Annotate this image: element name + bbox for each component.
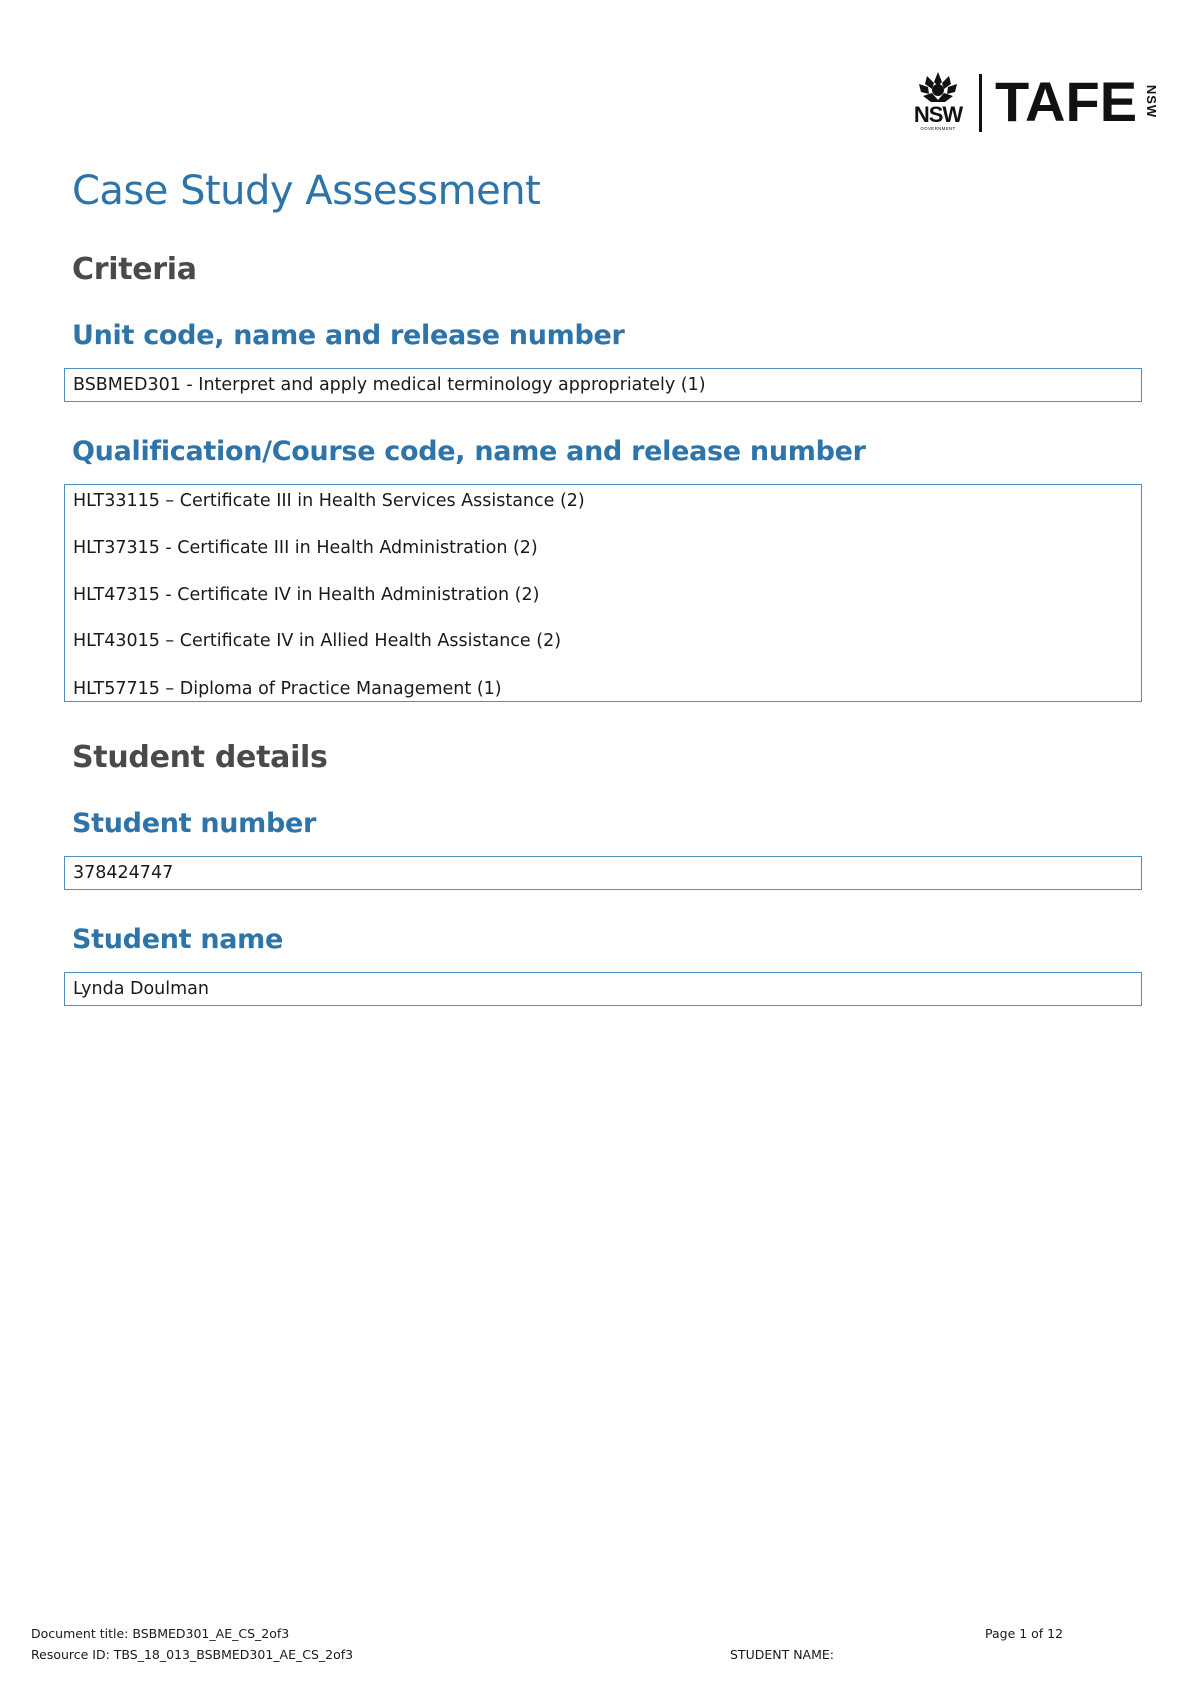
- unit-value: BSBMED301 - Interpret and apply medical terminology appropriately (1): [73, 375, 706, 395]
- student-name-field: [64, 972, 1142, 1006]
- unit-heading: Unit code, name and release number: [72, 320, 625, 351]
- student-name-heading: Student name: [72, 924, 284, 955]
- tafe-nsw-text: NSW: [1144, 84, 1160, 119]
- nsw-government-text: GOVERNMENT: [920, 126, 956, 131]
- student-number-value: 378424747: [73, 863, 174, 883]
- qualification-item: HLT43015 – Certificate IV in Allied Health Assistance (2): [73, 631, 562, 651]
- criteria-heading: Criteria: [72, 252, 197, 287]
- tafe-nsw-vertical: [1144, 80, 1167, 124]
- student-number-heading: Student number: [72, 808, 317, 839]
- logo-divider: [979, 74, 982, 132]
- qualification-item: HLT47315 - Certificate IV in Health Administration (2): [73, 585, 540, 605]
- page-title: Case Study Assessment: [72, 168, 541, 214]
- student-number-field: [64, 856, 1142, 890]
- tafe-logo-text: TAFE: [995, 70, 1138, 133]
- student-name-value: Lynda Doulman: [73, 979, 209, 999]
- footer-page-number: Page 1 of 12: [985, 1626, 1064, 1641]
- qualification-item: HLT37315 - Certificate III in Health Administration (2): [73, 538, 538, 558]
- footer-student-name-label: STUDENT NAME:: [730, 1647, 834, 1662]
- waratah-icon: [915, 70, 961, 104]
- qualification-item: HLT33115 – Certificate III in Health Services Assistance (2): [73, 491, 585, 511]
- footer-resource-id: Resource ID: TBS_18_013_BSBMED301_AE_CS_2of3: [31, 1647, 354, 1662]
- qualification-item: HLT57715 – Diploma of Practice Management (1): [73, 679, 502, 699]
- student-details-heading: Student details: [72, 740, 328, 775]
- qualification-field: [64, 484, 1142, 702]
- nsw-tafe-logo: [909, 68, 1169, 136]
- qualification-heading: Qualification/Course code, name and release number: [72, 436, 866, 467]
- footer-document-title: Document title: BSBMED301_AE_CS_2of3: [31, 1626, 290, 1641]
- nsw-logo-text: NSW: [913, 102, 963, 127]
- unit-field: [64, 368, 1142, 402]
- nsw-government-logo: [909, 68, 967, 134]
